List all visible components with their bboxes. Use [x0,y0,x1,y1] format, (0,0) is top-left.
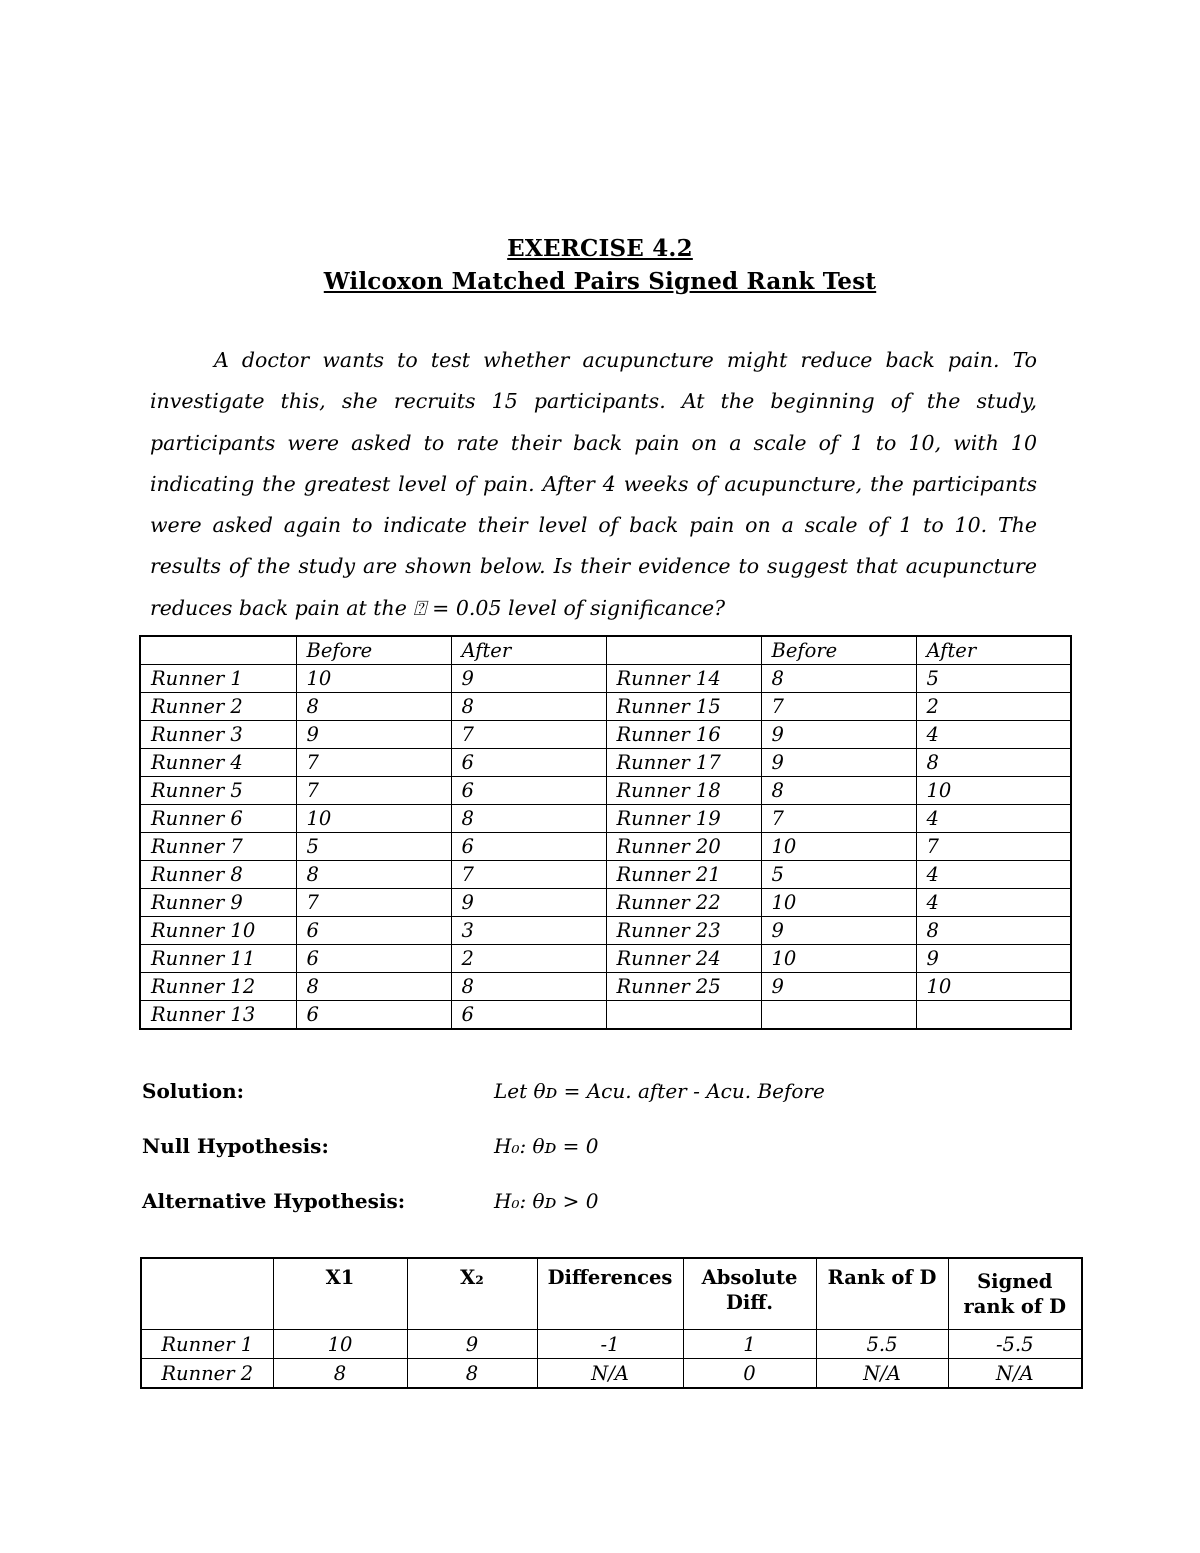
data-table-cell: 5 [296,833,451,861]
data-table-cell: Runner 12 [140,973,296,1001]
data-table-cell: 9 [296,721,451,749]
data-table-cell: 10 [916,973,1071,1001]
data-table-cell: 9 [916,945,1071,973]
data-table-cell: Runner 19 [606,805,761,833]
calc-table-cell: -1 [537,1330,683,1359]
data-table-row [140,973,1071,1001]
data-table-header-cell: After [451,636,606,665]
data-table-cell: 4 [916,721,1071,749]
calc-table-cell: 0 [683,1359,816,1389]
data-table-cell: 8 [916,749,1071,777]
data-table-cell: 8 [761,777,916,805]
calc-table-header-cell [141,1258,273,1330]
data-table-cell: 8 [296,861,451,889]
data-table-cell: Runner 9 [140,889,296,917]
data-table-cell: Runner 6 [140,805,296,833]
data-table-cell: 5 [761,861,916,889]
data-table-cell: 10 [761,945,916,973]
data-table-cell [916,1001,1071,1030]
data-table-cell: Runner 3 [140,721,296,749]
alternative-hypothesis-label: Alternative Hypothesis: [142,1189,406,1213]
calc-table-header-cell: Absolute Diff. [683,1258,816,1330]
data-table-cell: 7 [916,833,1071,861]
null-hypothesis-value: H₀: θᴅ = 0 [494,1134,599,1158]
data-table-row [140,917,1071,945]
data-table-cell: 9 [451,889,606,917]
data-table-row [140,805,1071,833]
data-table-cell: 6 [296,917,451,945]
calc-table-cell: 9 [407,1330,537,1359]
data-table-cell: 3 [451,917,606,945]
data-table-cell: Runner 8 [140,861,296,889]
data-table-cell: 10 [761,889,916,917]
data-table-cell: 4 [916,889,1071,917]
calc-table-cell: 10 [273,1330,407,1359]
data-table-cell: 8 [761,665,916,693]
data-table-cell: 7 [296,889,451,917]
exercise-title: EXERCISE 4.2 [507,235,693,262]
data-table-cell: 6 [451,833,606,861]
data-table-cell: Runner 25 [606,973,761,1001]
data-table-row [140,833,1071,861]
data-table-cell: Runner 13 [140,1001,296,1030]
calc-table-header-cell: X₂ [407,1258,537,1330]
data-table-row [140,1001,1071,1030]
data-table-cell: 4 [916,805,1071,833]
data-table-cell: 7 [296,777,451,805]
data-table-header-cell: After [916,636,1071,665]
data-table-cell: Runner 16 [606,721,761,749]
calc-table-row [141,1330,1082,1359]
data-table-cell [761,1001,916,1030]
data-table-cell: Runner 5 [140,777,296,805]
data-table-cell: Runner 10 [140,917,296,945]
data-table-cell: 8 [916,917,1071,945]
data-table-cell: Runner 7 [140,833,296,861]
calc-table-cell: N/A [948,1359,1082,1389]
problem-paragraph: A doctor wants to test whether acupuncture might reduce back pain. To investigate this, she recruits 15 participants. At the beginning of the study, participants were asked to rate their back pain on a scale of 1 to 10, with 10 indicating the greatest level of pain. After 4 weeks of acupuncture, the participants were asked again to indicate their level of back pain on a scale of 1 to 10. The results of the study are shown below. Is their evidence to suggest that acupuncture reduces back pain at the ⍰ = 0.05 level of significance? [150,348,1037,620]
calculation-table [140,1257,1083,1389]
calc-table-cell: Runner 2 [141,1359,273,1389]
data-table-cell: Runner 23 [606,917,761,945]
data-table-cell: Runner 17 [606,749,761,777]
data-table-row [140,749,1071,777]
data-table-row [140,945,1071,973]
data-table-cell [606,1001,761,1030]
data-table-cell: Runner 21 [606,861,761,889]
data-table-row [140,693,1071,721]
data-table-cell: Runner 4 [140,749,296,777]
calc-table-cell: Runner 1 [141,1330,273,1359]
data-table-cell: 9 [761,917,916,945]
data-table-header-cell [606,636,761,665]
data-table-row [140,861,1071,889]
data-table-cell: 10 [916,777,1071,805]
data-table-cell: Runner 11 [140,945,296,973]
data-table-row [140,665,1071,693]
data-table-row [140,721,1071,749]
calc-table-cell: N/A [816,1359,948,1389]
data-table-cell: 2 [451,945,606,973]
data-table-cell: 10 [761,833,916,861]
data-table-cell: Runner 22 [606,889,761,917]
data-table-cell: 8 [296,973,451,1001]
data-table-cell: Runner 15 [606,693,761,721]
data-table-header-cell: Before [296,636,451,665]
calc-table-cell: 8 [407,1359,537,1389]
data-table-cell: 6 [451,777,606,805]
data-table [139,635,1072,1030]
calc-table-header-row [141,1258,1082,1330]
data-table-cell: Runner 14 [606,665,761,693]
solution-definition: Let θᴅ = Acu. after - Acu. Before [494,1079,825,1103]
test-title: Wilcoxon Matched Pairs Signed Rank Test [323,268,877,295]
data-table-cell: 10 [296,665,451,693]
solution-label: Solution: [142,1079,245,1103]
data-table-cell: 8 [296,693,451,721]
data-table-header-row [140,636,1071,665]
data-table-cell: 10 [296,805,451,833]
data-table-cell: 7 [451,861,606,889]
calc-table-cell: N/A [537,1359,683,1389]
data-table-cell: Runner 24 [606,945,761,973]
data-table-cell: 7 [761,693,916,721]
data-table-cell: 7 [296,749,451,777]
data-table-header-cell: Before [761,636,916,665]
data-table-cell: 6 [296,945,451,973]
data-table-header-cell [140,636,296,665]
calc-table-header-cell: X1 [273,1258,407,1330]
data-table-cell: Runner 2 [140,693,296,721]
data-table-cell: 4 [916,861,1071,889]
data-table-cell: 6 [451,749,606,777]
calc-table-header-cell: Rank of D [816,1258,948,1330]
data-table-cell: 9 [761,721,916,749]
data-table-cell: Runner 1 [140,665,296,693]
calc-table-header-cell: Differences [537,1258,683,1330]
calc-table-cell: 8 [273,1359,407,1389]
data-table-cell: 6 [296,1001,451,1030]
data-table-cell: 9 [761,973,916,1001]
data-table-cell: 7 [761,805,916,833]
calc-table-cell: 1 [683,1330,816,1359]
null-hypothesis-label: Null Hypothesis: [142,1134,329,1158]
data-table-cell: 6 [451,1001,606,1030]
data-table-cell: 7 [451,721,606,749]
calc-table-header-cell: Signed rank of D [948,1258,1082,1330]
data-table-row [140,777,1071,805]
calc-table-cell: -5.5 [948,1330,1082,1359]
data-table-row [140,889,1071,917]
data-table-cell: 9 [451,665,606,693]
data-table-cell: 5 [916,665,1071,693]
data-table-cell: 8 [451,973,606,1001]
calc-table-row [141,1359,1082,1389]
data-table-cell: Runner 18 [606,777,761,805]
data-table-cell: 8 [451,805,606,833]
data-table-cell: 8 [451,693,606,721]
data-table-cell: 9 [761,749,916,777]
data-table-cell: 2 [916,693,1071,721]
calc-table-cell: 5.5 [816,1330,948,1359]
data-table-cell: Runner 20 [606,833,761,861]
alternative-hypothesis-value: H₀: θᴅ > 0 [494,1189,599,1213]
